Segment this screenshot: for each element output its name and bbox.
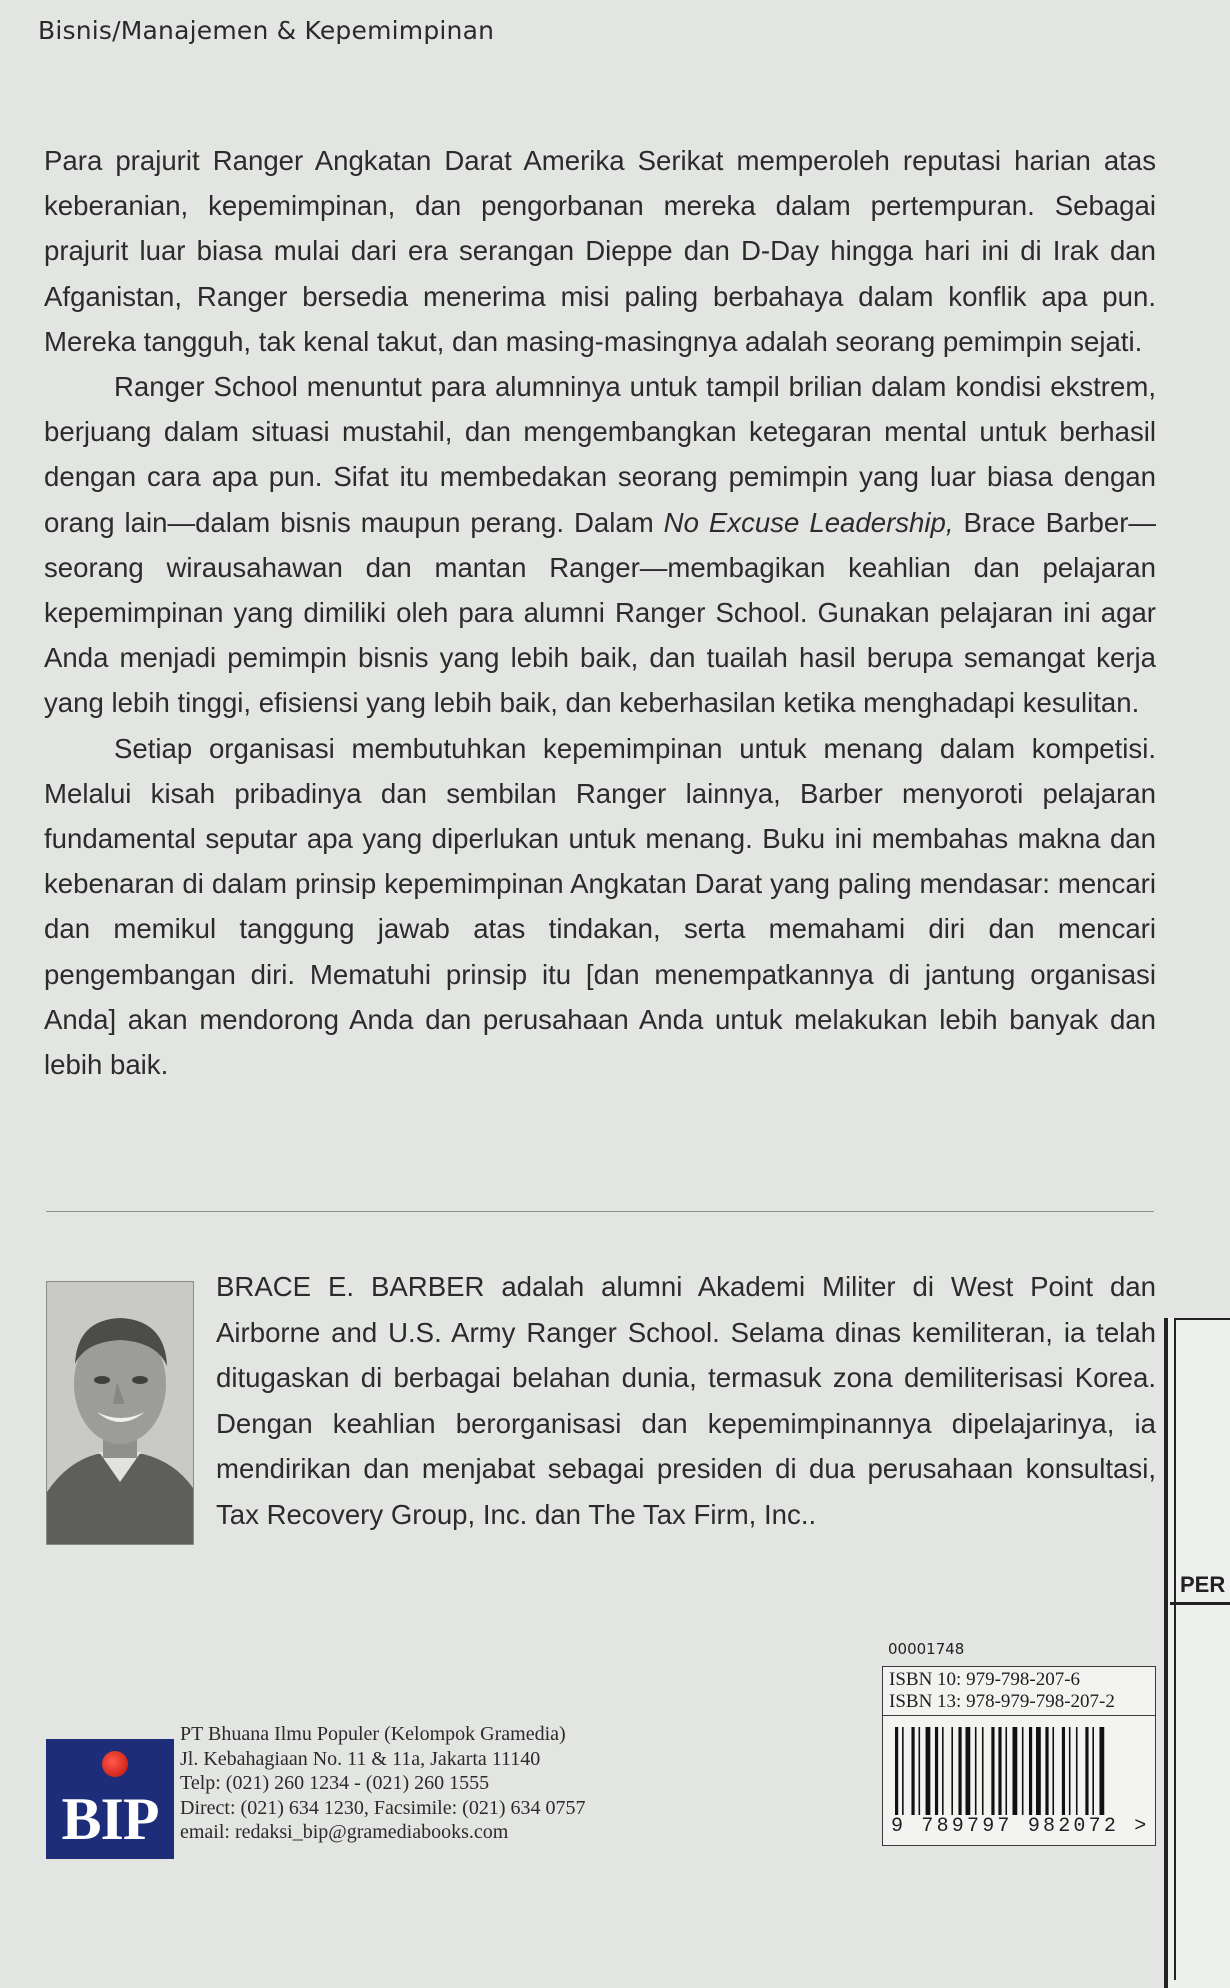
publisher-direct: Direct: (021) 634 1230, Facsimile: (021) 634 0757 [180, 1796, 586, 1819]
book-category: Bisnis/Manajemen & Kepemimpinan [38, 16, 495, 45]
barcode-bar [1005, 1727, 1007, 1815]
barcode-bar [935, 1727, 938, 1815]
barcode-bar [975, 1727, 977, 1815]
author-bio-text: BRACE E. BARBER adalah alumni Akademi Militer di West Point dan Airborne and U.S. Army Ranger School. Selama dinas kemiliteran, ia telah ditugaskan di berbagai belahan dunia, termasuk zona demiliterisasi Korea. Dengan keahlian berorganisasi dan kepemimpinannya dipelajarinya, ia mendirikan dan menjabat sebagai presiden di dua perusahaan konsultasi, Tax Recovery Group, Inc. dan The Tax Firm, Inc.. [216, 1271, 1156, 1530]
publisher-phone: Telp: (021) 260 1234 - (021) 260 1555 [180, 1772, 490, 1795]
publisher-info [180, 1722, 586, 1845]
barcode-bar [1045, 1727, 1048, 1815]
barcode-bar [951, 1727, 953, 1815]
publisher-address: Jl. Kebahagiaan No. 11 & 11a, Jakarta 11140 [180, 1747, 541, 1770]
back-cover-blurb [44, 138, 1156, 1087]
blurb-paragraph-2-part-1: Ranger School menuntut para alumninya untuk tampil brilian dalam kondisi ekstrem, berjuang dalam situasi mustahil, dan mengembangkan ketegaran mental untuk berhasil dengan cara apa pun. Sifat itu membedakan seorang pemimpin yang luar biasa dengan orang lain—dalam bisnis maupun perang. Dalam [44, 371, 1156, 538]
barcode-bar [1085, 1727, 1088, 1815]
publisher-name: PT Bhuana Ilmu Populer (Kelompok Gramedia) [180, 1723, 566, 1745]
side-sticker-label: PER [1180, 1572, 1226, 1597]
barcode-bar [998, 1727, 1001, 1815]
barcode-bar [895, 1727, 898, 1815]
blurb-paragraph-1: Para prajurit Ranger Angkatan Darat Amerika Serikat memperoleh reputasi harian atas keberanian, kepemimpinan, dan pengorbanan mereka dalam pertempuran. Sebagai prajurit luar biasa mulai dari era serangan Dieppe dan D-Day hingga hari ini di Irak dan Afganistan, Ranger bersedia menerima misi paling berbahaya dalam konflik apa pun. Mereka tangguh, tak kenal takut, dan masing-masingnya adalah seorang pemimpin sejati. [44, 145, 1156, 357]
logo-red-dot [102, 1751, 128, 1777]
barcode-bar [966, 1727, 971, 1815]
barcode-bar [1069, 1727, 1071, 1815]
barcode-digits: 9 789797 982072 > [891, 1815, 1150, 1838]
isbn-divider [883, 1715, 1155, 1716]
barcode-bars [895, 1727, 1145, 1815]
blurb-paragraph-3: Setiap organisasi membutuhkan kepemimpinan untuk menang dalam kompetisi. Melalui kisah pribadinya dan sembilan Ranger lainnya, Barber menyoroti pelajaran fundamental seputar apa yang diperlukan untuk menang. Buku ini membahas makna dan kebenaran di dalam prinsip kepemimpinan Angkatan Darat yang paling mendasar: mencari dan memikul tanggung jawab atas tindakan, serta memahami diri dan mencari pengembangan diri. Mematuhi prinsip itu [dan menempatkannya di jantung organisasi Anda] akan mendorong Anda dan perusahaan Anda untuk melakukan lebih banyak dan lebih baik. [44, 732, 1156, 1081]
section-divider [46, 1211, 1154, 1212]
book-title-mention: No Excuse Leadership, [663, 506, 954, 538]
barcode-bar [1092, 1727, 1094, 1815]
author-photo [46, 1281, 194, 1545]
barcode-bar [991, 1727, 994, 1815]
author-bio [216, 1264, 1156, 1538]
blurb-paragraph-2-part-2: Brace Barber—seorang wirausahawan dan mantan Ranger—membagikan keahlian dan pelajaran kepemimpinan yang dimiliki oleh para alumni Ranger School. Gunakan pelajaran ini agar Anda menjadi pemimpin bisnis yang lebih baik, dan tuailah hasil berupa semangat kerja yang lebih tinggi, efisiensi yang lebih baik, dan keberhasilan ketika menghadapi kesulitan. [44, 506, 1156, 719]
isbn-10: ISBN 10: 979-798-207-6 [889, 1669, 1081, 1690]
author-portrait-image [47, 1282, 193, 1544]
barcode-bar [1052, 1727, 1054, 1815]
barcode-bar [958, 1727, 961, 1815]
side-sticker-tab [1164, 1318, 1230, 1988]
barcode-bar [911, 1727, 914, 1815]
side-sticker-inner-border [1174, 1318, 1230, 1980]
barcode-bar [1062, 1727, 1065, 1815]
barcode-bar [982, 1727, 984, 1815]
side-sticker-rule [1170, 1602, 1230, 1605]
stock-code: 00001748 [888, 1640, 965, 1658]
barcode-bar [1036, 1727, 1041, 1815]
barcode-bar [1076, 1727, 1078, 1815]
barcode-bar [1029, 1727, 1032, 1815]
blurb-paragraph-2 [44, 364, 1156, 726]
barcode-bar [1099, 1727, 1104, 1815]
publisher-logo [46, 1739, 174, 1859]
barcode-bar [1013, 1727, 1018, 1815]
barcode-bar [942, 1727, 944, 1815]
publisher-email: email: redaksi_bip@gramediabooks.com [180, 1821, 509, 1844]
logo-letters: BIP [61, 1786, 159, 1852]
barcode-bar [902, 1727, 904, 1815]
barcode-bar [926, 1727, 931, 1815]
isbn-13: ISBN 13: 978-979-798-207-2 [889, 1691, 1115, 1712]
barcode-bar [919, 1727, 921, 1815]
isbn-barcode-box [882, 1666, 1156, 1846]
barcode-bar [1022, 1727, 1024, 1815]
